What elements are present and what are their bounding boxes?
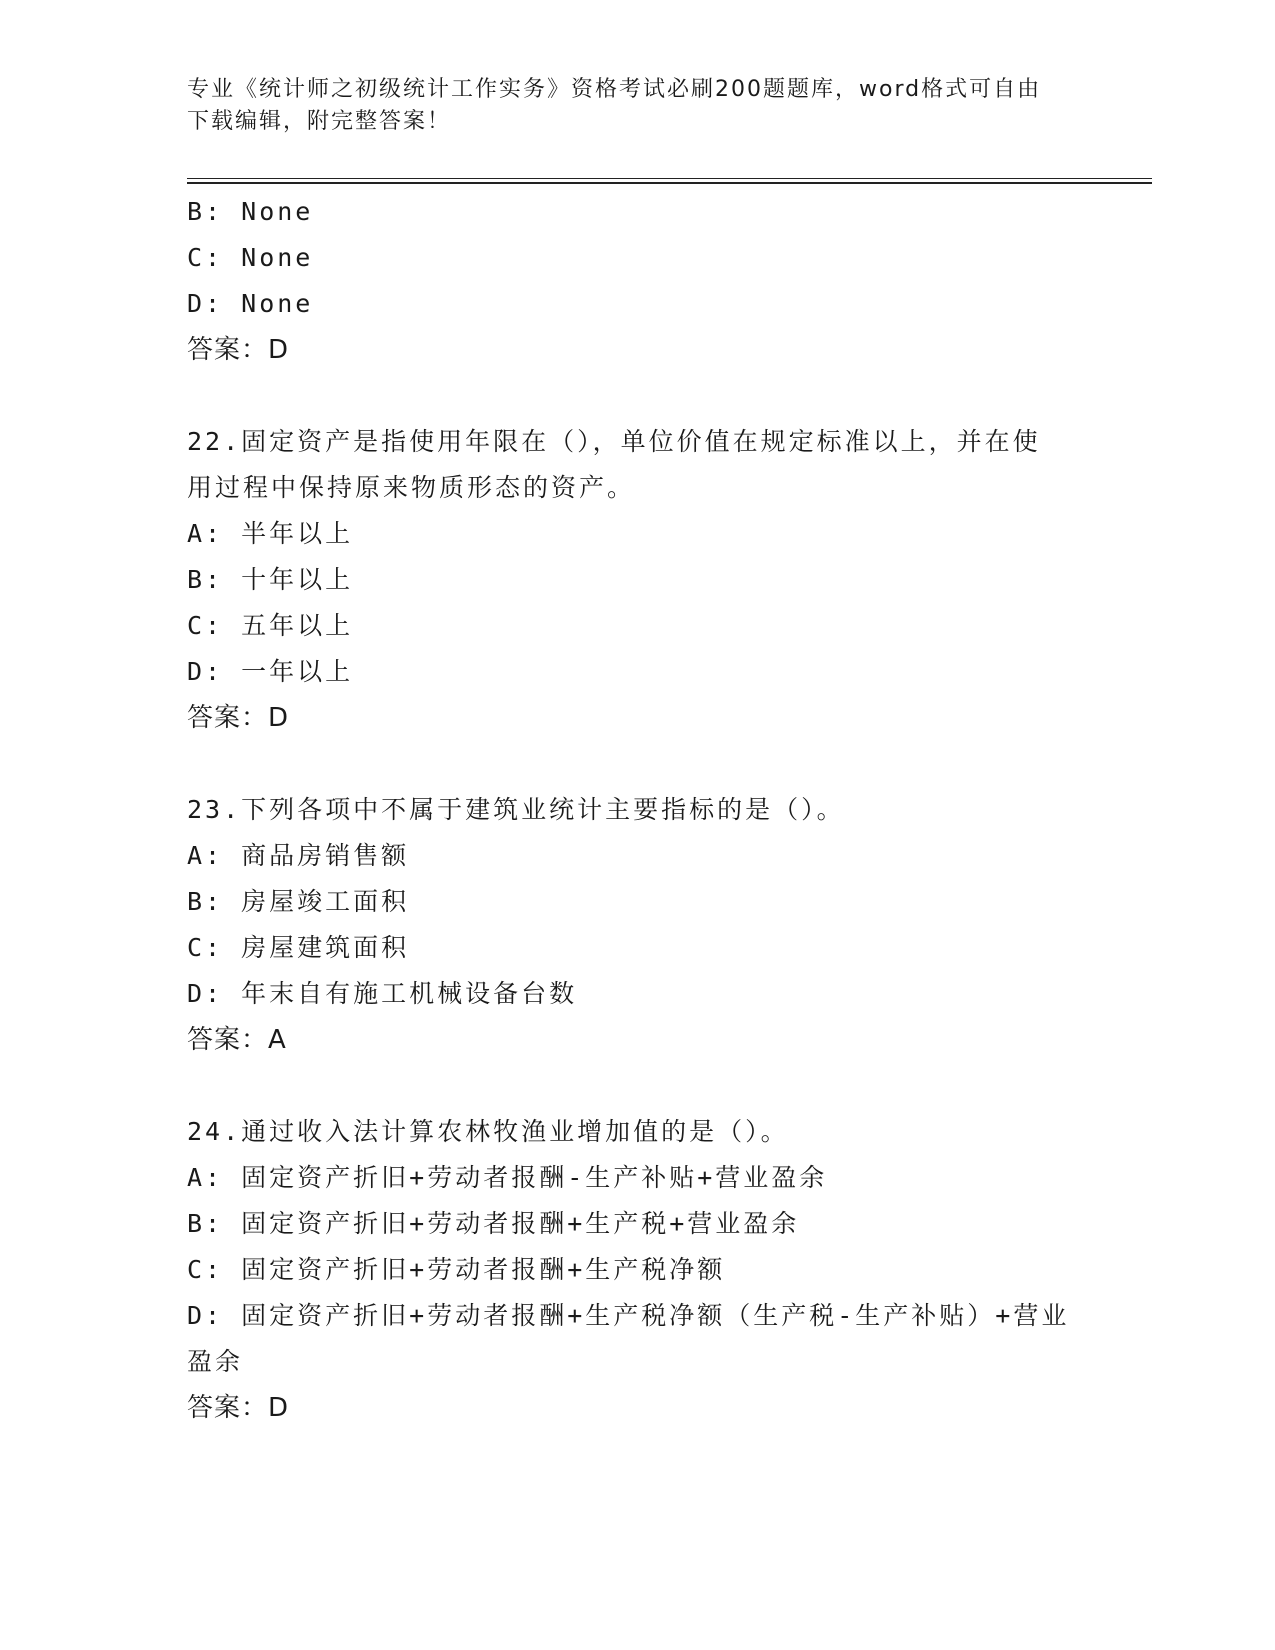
option-c: C: None [187,243,314,272]
option-a: A: 半年以上 [187,519,354,548]
option-d-continued: 盈余 [187,1347,244,1376]
option-d: D: 一年以上 [187,657,354,686]
page-header [187,74,1087,138]
option-d: D: None [187,289,314,318]
question-stem: 24.通过收入法计算农林牧渔业增加值的是（）。 [187,1117,789,1146]
answer: 答案：D [187,1393,290,1423]
question-stem: 22.固定资产是指使用年限在（），单位价值在规定标准以上，并在使 [187,427,1041,456]
header-divider-thick [187,182,1152,184]
option-a: A: 商品房销售额 [187,841,410,870]
option-b: B: None [187,197,314,226]
header-divider-thin [187,178,1152,179]
option-c: C: 房屋建筑面积 [187,933,410,962]
option-b: B: 十年以上 [187,565,354,594]
option-d: D: 年末自有施工机械设备台数 [187,979,578,1008]
question-21 [187,189,1087,373]
question-stem: 23.下列各项中不属于建筑业统计主要指标的是（）。 [187,795,845,824]
question-stem-continued: 用过程中保持原来物质形态的资产。 [187,473,636,502]
question-23 [187,787,1087,1063]
header-line-2: 下载编辑，附完整答案！ [187,109,452,134]
option-b: B: 房屋竣工面积 [187,887,410,916]
question-24 [187,1109,1087,1431]
header-line-1: 专业《统计师之初级统计工作实务》资格考试必刷200题题库，word格式可自由 [187,77,1042,102]
answer: 答案：A [187,1025,287,1055]
question-list [187,189,1087,1431]
answer: 答案：D [187,703,290,733]
option-d: D: 固定资产折旧+劳动者报酬+生产税净额（生产税-生产补贴）+营业 [187,1301,1070,1330]
option-c: C: 五年以上 [187,611,354,640]
answer: 答案：D [187,335,290,365]
question-22 [187,419,1087,741]
option-c: C: 固定资产折旧+劳动者报酬+生产税净额 [187,1255,726,1284]
option-b: B: 固定资产折旧+劳动者报酬+生产税+营业盈余 [187,1209,800,1238]
option-a: A: 固定资产折旧+劳动者报酬-生产补贴+营业盈余 [187,1163,828,1192]
